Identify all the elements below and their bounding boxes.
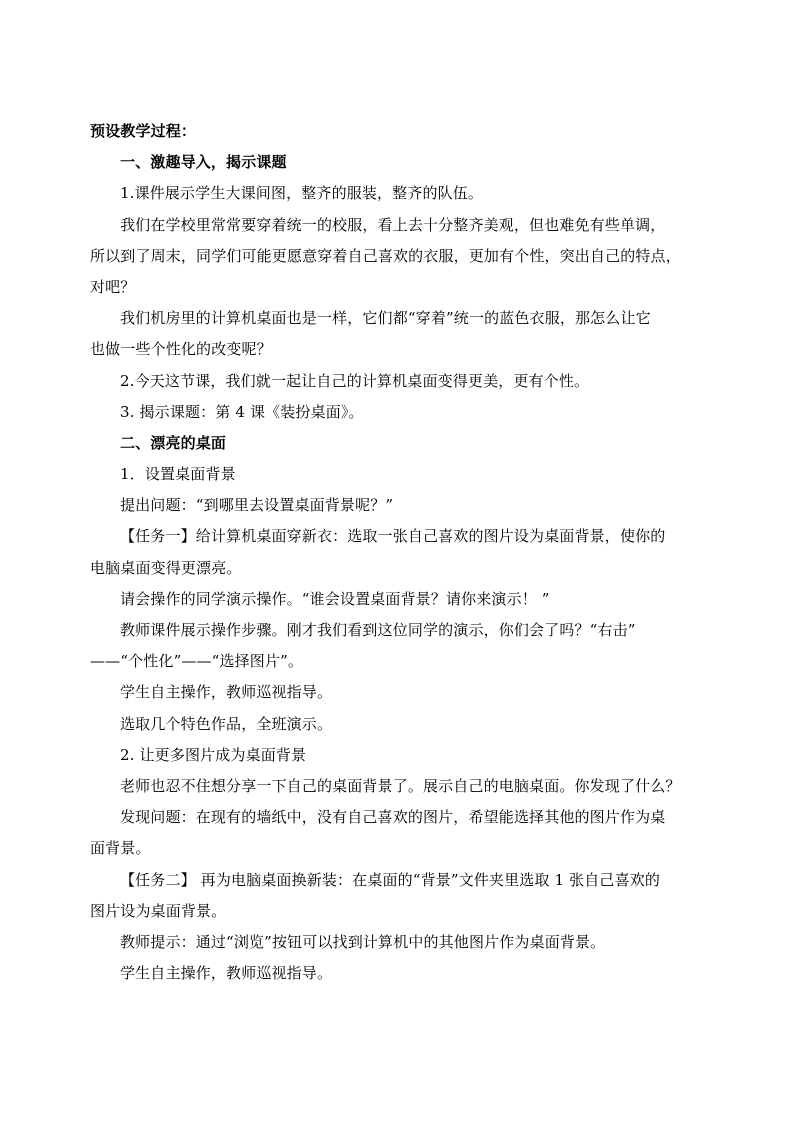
document-page bbox=[90, 116, 710, 989]
paragraph: 发现问题：在现有的墙纸中，没有自己喜欢的图片，希望能选择其他的图片作为桌 bbox=[120, 808, 666, 827]
paragraph: 教师提示：通过“浏览”按钮可以找到计算机中的其他图片作为桌面背景。 bbox=[120, 932, 606, 951]
paragraph: 我们在学校里常常要穿着统一的校服，看上去十分整齐美观，但也难免有些单调， bbox=[120, 215, 666, 234]
paragraph: 我们机房里的计算机桌面也是一样，它们都“穿着”统一的蓝色衣服，那怎么让它 bbox=[120, 309, 651, 328]
paragraph: 1.课件展示学生大课间图，整齐的服装，整齐的队伍。 bbox=[120, 184, 484, 203]
paragraph-continued: ——“个性化”——“选择图片”。 bbox=[90, 652, 304, 671]
paragraph-continued: 电脑桌面变得更漂亮。 bbox=[90, 558, 242, 577]
paragraph: 学生自主操作，教师巡视指导。 bbox=[120, 964, 333, 983]
subsection-title: 2. 让更多图片成为桌面背景 bbox=[120, 745, 307, 764]
paragraph-continued: 也做一些个性化的改变呢？ bbox=[90, 340, 272, 359]
task-1: 【任务一】给计算机桌面穿新衣：选取一张自己喜欢的图片设为桌面背景，使你的 bbox=[120, 527, 666, 546]
subsection-title: 1．设置桌面背景 bbox=[120, 465, 236, 484]
paragraph: 选取几个特色作品，全班演示。 bbox=[120, 714, 333, 733]
paragraph: 提出问题：“到哪里去设置桌面背景呢？” bbox=[120, 496, 394, 515]
paragraph-continued: 所以到了周末，同学们可能更愿意穿着自己喜欢的衣服，更加有个性，突出自己的特点， bbox=[90, 246, 681, 265]
paragraph: 学生自主操作，教师巡视指导。 bbox=[120, 683, 333, 702]
paragraph: 请会操作的同学演示操作。“谁会设置桌面背景？请你来演示！ ” bbox=[120, 589, 550, 608]
paragraph: 2.今天这节课，我们就一起让自己的计算机桌面变得更美，更有个性。 bbox=[120, 371, 590, 390]
section-2-title: 二、漂亮的桌面 bbox=[120, 433, 227, 452]
paragraph-continued: 面背景。 bbox=[90, 839, 151, 858]
task-2: 【任务二】 再为电脑桌面换新装：在桌面的“背景”文件夹里选取 1 张自己喜欢的 bbox=[120, 870, 661, 889]
paragraph-continued: 图片设为桌面背景。 bbox=[90, 901, 227, 920]
paragraph: 3. 揭示课题：第 4 课《装扮桌面》。 bbox=[120, 402, 364, 421]
lesson-process-heading: 预设教学过程： bbox=[90, 122, 197, 140]
section-1-title: 一、激趣导入，揭示课题 bbox=[120, 153, 287, 172]
paragraph: 老师也忍不住想分享一下自己的桌面背景了。展示自己的电脑桌面。你发现了什么？ bbox=[120, 776, 681, 795]
paragraph-continued: 对吧？ bbox=[90, 277, 136, 296]
paragraph: 教师课件展示操作步骤。刚才我们看到这位同学的演示，你们会了吗？“右击” bbox=[120, 621, 636, 639]
